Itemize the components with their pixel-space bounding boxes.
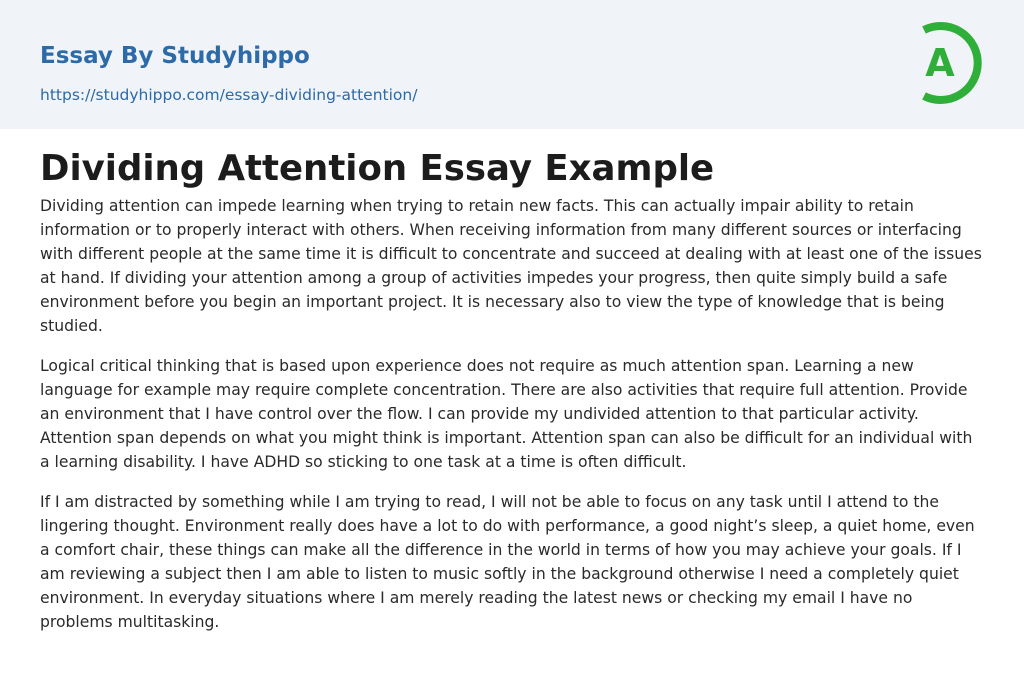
- article-paragraph-3: If I am distracted by something while I am trying to read, I will not be able to focus on any task until I attend to the lingering thought. Environment really does have a lot to do with performance, a good night’s sleep, a quiet home, even a comfort chair, these things can make all the difference in the world in terms of how you may achieve your goals. If I am reviewing a subject then I am able to listen to music softly in the background otherwise I need a completely quiet environment. In everyday situations where I am merely reading the latest news or checking my email I have no problems multitasking.: [40, 493, 975, 631]
- logo-letter: A: [925, 41, 955, 85]
- page-title: Dividing Attention Essay Example: [40, 148, 715, 189]
- site-header: [0, 0, 1024, 129]
- article-paragraph-1: Dividing attention can impede learning when trying to retain new facts. This can actually impair ability to retain information or to properly interact with others. When receiving information from many different sources or interfacing with different people at the same time it is difficult to concentrate and succeed at dealing with at least one of the issues at hand. If dividing your attention among a group of activities impedes your progress, then quite simply build a safe environment before you begin an important project. It is necessary also to view the type of knowledge that is being studied.: [40, 197, 982, 335]
- article-paragraph-2: Logical critical thinking that is based upon experience does not require as much attention span. Learning a new language for example may require complete concentration. There are also activities that require full attention. Provide an environment that I have control over the flow. I can provide my undivided attention to that particular activity. Attention span depends on what you might think is important. Attention span can also be difficult for an individual with a learning disability. I have ADHD so sticking to one task at a time is often difficult.: [40, 357, 973, 471]
- studyhippo-logo-icon[interactable]: [912, 20, 986, 106]
- essay-url-link[interactable]: https://studyhippo.com/essay-dividing-attention/: [40, 86, 418, 104]
- site-title[interactable]: Essay By Studyhippo: [40, 43, 310, 69]
- article: [0, 129, 1024, 634]
